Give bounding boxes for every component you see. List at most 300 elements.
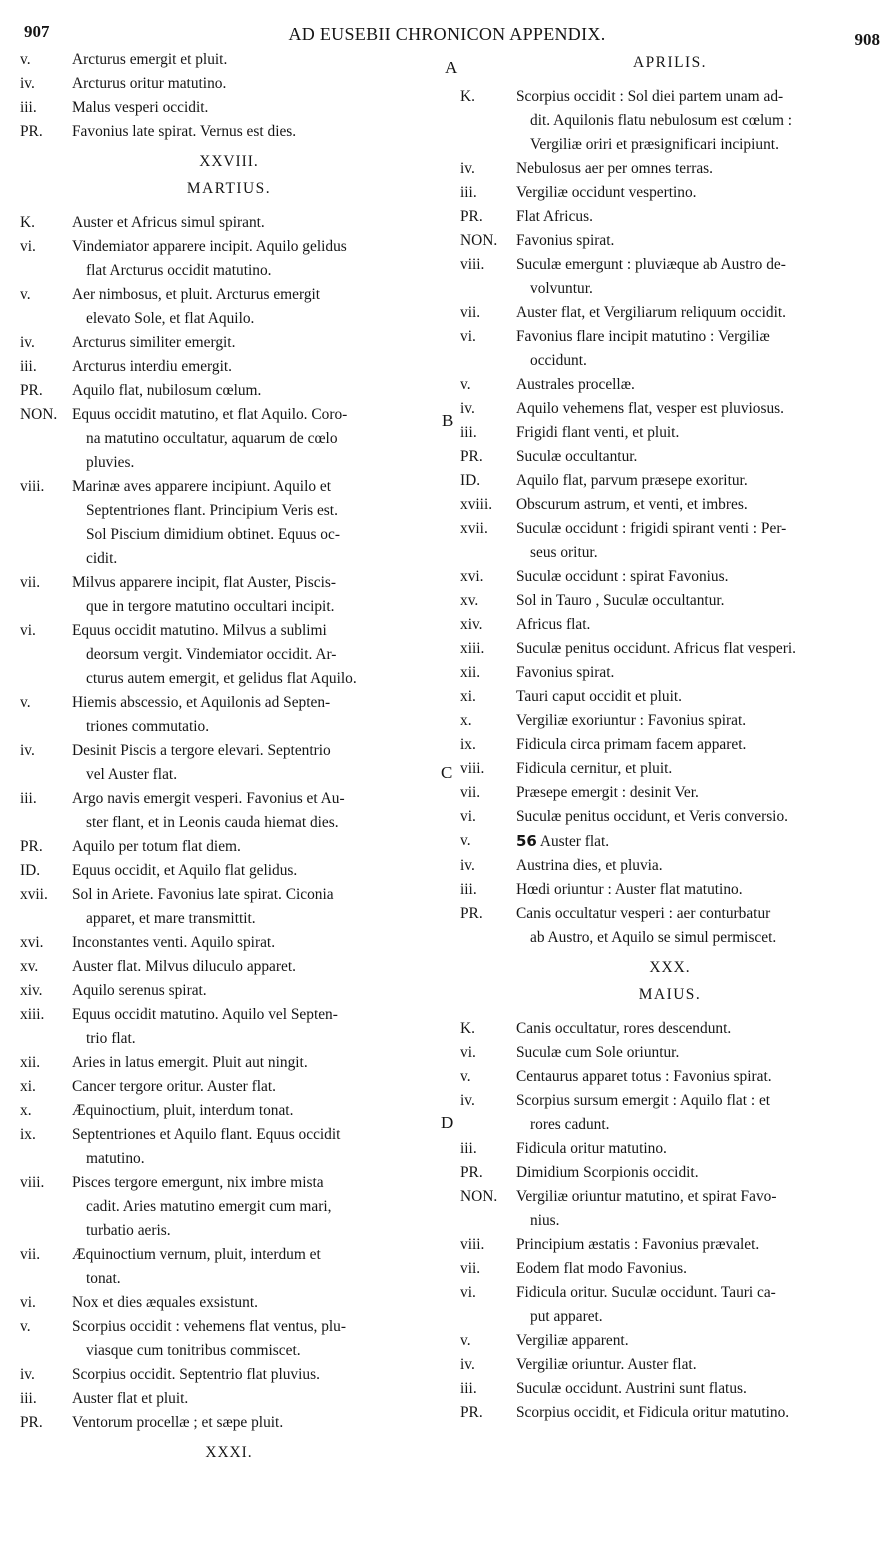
day-label: iii. bbox=[20, 790, 37, 807]
entry-text bbox=[72, 955, 438, 979]
entry-text bbox=[72, 691, 438, 739]
entry-continuation-line: seus oritur. bbox=[530, 544, 598, 561]
day-label: vii. bbox=[460, 784, 481, 801]
calendar-entry bbox=[20, 475, 438, 571]
entry-line: Suculæ occidunt : frigidi spirant venti : Per- bbox=[516, 520, 787, 537]
entry-line: Equus occidit matutino. Aquilo vel Septen- bbox=[72, 1006, 338, 1023]
entry-continuation-line: dit. Aquilonis flatu nebulosum est cœlum : bbox=[530, 112, 793, 129]
calendar-entry bbox=[20, 331, 438, 355]
entry-text bbox=[516, 685, 880, 709]
entry-line: Equus occidit, et Aquilo flat gelidus. bbox=[72, 862, 298, 879]
entry-text bbox=[516, 373, 880, 397]
day-label: PR. bbox=[20, 123, 43, 140]
entry-line: Æquinoctium, pluit, interdum tonat. bbox=[72, 1102, 294, 1119]
entry-line: Favonius spirat. bbox=[516, 232, 615, 249]
day-label: xv. bbox=[20, 958, 39, 975]
calendar-entry bbox=[460, 1017, 880, 1041]
day-label: PR. bbox=[460, 1404, 483, 1421]
entry-text bbox=[516, 469, 880, 493]
day-label: vi. bbox=[460, 1284, 476, 1301]
day-label: viii. bbox=[460, 760, 485, 777]
entry-text bbox=[72, 1171, 438, 1243]
entry-line: Vergiliæ exoriuntur : Favonius spirat. bbox=[516, 712, 747, 729]
day-label: NON. bbox=[460, 232, 498, 249]
day-label: x. bbox=[20, 1102, 32, 1119]
entry-line: Favonius spirat. bbox=[516, 664, 615, 681]
calendar-entry bbox=[460, 709, 880, 733]
entry-continuation-line: Vergiliæ oriri et præsignificari incipiunt. bbox=[530, 136, 779, 153]
entry-continuation-line: volvuntur. bbox=[530, 280, 593, 297]
day-label: xiv. bbox=[20, 982, 43, 999]
entry-line: Sol in Ariete. Favonius late spirat. Ciconia bbox=[72, 886, 334, 903]
day-label: vi. bbox=[20, 1294, 36, 1311]
calendar-entry bbox=[20, 931, 438, 955]
entry-line: Æquinoctium vernum, pluit, interdum et bbox=[72, 1246, 321, 1263]
month-heading: MARTIUS. bbox=[186, 180, 272, 197]
entry-continuation-line: na matutino occultatur, aquarum de cœlo bbox=[86, 430, 338, 447]
entry-line: Scorpius occidit : Sol diei partem unam ad- bbox=[516, 88, 784, 105]
entry-text bbox=[516, 181, 880, 205]
entry-continuation-line: cidit. bbox=[86, 550, 118, 567]
calendar-entry bbox=[20, 1315, 438, 1363]
entry-continuation-line: vel Auster flat. bbox=[86, 766, 178, 783]
entry-text bbox=[516, 1233, 880, 1257]
entry-text bbox=[516, 1065, 880, 1089]
entry-line: Aquilo vehemens flat, vesper est pluviosus. bbox=[516, 400, 785, 417]
day-label: PR. bbox=[460, 448, 483, 465]
calendar-entry bbox=[460, 373, 880, 397]
day-label: iv. bbox=[460, 857, 475, 874]
calendar-entry bbox=[460, 205, 880, 229]
day-label: vii. bbox=[460, 304, 481, 321]
calendar-entry bbox=[460, 565, 880, 589]
entry-line: Centaurus apparet totus : Favonius spirat. bbox=[516, 1068, 772, 1085]
entry-continuation-line: Septentriones flant. Principium Veris est. bbox=[86, 502, 338, 519]
entry-line: Nebulosus aer per omnes terras. bbox=[516, 160, 714, 177]
entry-continuation-line: cadit. Aries matutino emergit cum mari, bbox=[86, 1198, 332, 1215]
day-label: viii. bbox=[460, 256, 485, 273]
day-label: v. bbox=[20, 286, 31, 303]
entry-continuation-line: deorsum vergit. Vindemiator occidit. Ar- bbox=[86, 646, 337, 663]
calendar-entry bbox=[460, 397, 880, 421]
entry-text bbox=[516, 1257, 880, 1281]
entry-continuation-line: nius. bbox=[530, 1212, 560, 1229]
entry-line: Fidicula cernitur, et pluit. bbox=[516, 760, 673, 777]
entry-text bbox=[516, 421, 880, 445]
entry-line: Scorpius occidit. Septentrio flat pluvius. bbox=[72, 1366, 320, 1383]
calendar-entry bbox=[460, 229, 880, 253]
day-label: xi. bbox=[460, 688, 476, 705]
calendar-entry bbox=[460, 1161, 880, 1185]
day-label: iv. bbox=[20, 742, 35, 759]
day-label: vi. bbox=[460, 328, 476, 345]
calendar-entry bbox=[20, 235, 438, 283]
entry-line: Suculæ emergunt : pluviæque ab Austro de- bbox=[516, 256, 786, 273]
entry-line: Inconstantes venti. Aquilo spirat. bbox=[72, 934, 276, 951]
entry-text bbox=[72, 1075, 438, 1099]
calendar-entry bbox=[20, 787, 438, 835]
entry-line: Suculæ penitus occidunt, et Veris conversio. bbox=[516, 808, 789, 825]
entry-continuation-line: rores cadunt. bbox=[530, 1116, 610, 1133]
entry-line: Africus flat. bbox=[516, 616, 591, 633]
entry-line: Arcturus oritur matutino. bbox=[72, 75, 227, 92]
calendar-entry bbox=[460, 685, 880, 709]
day-label: xiii. bbox=[20, 1006, 45, 1023]
day-label: xvii. bbox=[20, 886, 48, 903]
calendar-entry bbox=[20, 1099, 438, 1123]
entry-line: Aries in latus emergit. Pluit aut ningit. bbox=[72, 1054, 308, 1071]
day-label: xiii. bbox=[460, 640, 485, 657]
day-label: xvii. bbox=[460, 520, 488, 537]
entry-continuation-line: elevato Sole, et flat Aquilo. bbox=[86, 310, 255, 327]
entry-line: Principium æstatis : Favonius prævalet. bbox=[516, 1236, 760, 1253]
entry-line: Canis occultatur vesperi : aer conturbatur bbox=[516, 905, 771, 922]
day-label: v. bbox=[460, 376, 471, 393]
calendar-entry bbox=[460, 902, 880, 950]
entry-text bbox=[516, 157, 880, 181]
entry-text bbox=[516, 325, 880, 373]
day-label: v. bbox=[20, 694, 31, 711]
entry-text bbox=[72, 1051, 438, 1075]
entry-line: Vergiliæ occidunt vespertino. bbox=[516, 184, 697, 201]
running-title: AD EUSEBII CHRONICON APPENDIX. bbox=[288, 24, 606, 44]
calendar-entry bbox=[20, 211, 438, 235]
calendar-entry bbox=[20, 403, 438, 475]
day-label: iii. bbox=[460, 1380, 477, 1397]
entry-line: Hiemis abscessio, et Aquilonis ad Septen- bbox=[72, 694, 331, 711]
entry-line: Suculæ occidunt. Austrini sunt flatus. bbox=[516, 1380, 747, 1397]
page-number-right: 908 bbox=[854, 30, 880, 49]
entry-line: Auster flat. Milvus diluculo apparet. bbox=[72, 958, 296, 975]
entry-line: Præsepe emergit : desinit Ver. bbox=[516, 784, 699, 801]
entry-text bbox=[516, 1401, 880, 1425]
calendar-entry bbox=[460, 733, 880, 757]
day-label: xii. bbox=[460, 664, 481, 681]
entry-line: Malus vesperi occidit. bbox=[72, 99, 209, 116]
entry-line: Auster flat. bbox=[539, 833, 610, 850]
calendar-entry bbox=[460, 613, 880, 637]
day-label: vii. bbox=[460, 1260, 481, 1277]
calendar-entry bbox=[20, 979, 438, 1003]
entry-continuation-line: matutino. bbox=[86, 1150, 145, 1167]
entry-line: Eodem flat modo Favonius. bbox=[516, 1260, 687, 1277]
entry-text bbox=[516, 517, 880, 565]
entry-line: Suculæ occultantur. bbox=[516, 448, 638, 465]
calendar-entry bbox=[20, 379, 438, 403]
calendar-entry bbox=[20, 1243, 438, 1291]
day-label: iv. bbox=[20, 1366, 35, 1383]
day-label: xvi. bbox=[20, 934, 44, 951]
entry-text bbox=[516, 85, 880, 157]
calendar-entry bbox=[460, 157, 880, 181]
entry-line: Favonius late spirat. Vernus est dies. bbox=[72, 123, 297, 140]
entry-text bbox=[72, 355, 438, 379]
day-label: vi. bbox=[20, 238, 36, 255]
entry-line: Fidicula oritur. Suculæ occidunt. Tauri ca- bbox=[516, 1284, 776, 1301]
calendar-entry bbox=[20, 1123, 438, 1171]
entry-text bbox=[72, 283, 438, 331]
entry-line: Tauri caput occidit et pluit. bbox=[516, 688, 683, 705]
calendar-entry bbox=[20, 1411, 438, 1435]
entry-line: Aquilo flat, parvum præsepe exoritur. bbox=[516, 472, 748, 489]
day-label: iii. bbox=[460, 184, 477, 201]
day-label: xiv. bbox=[460, 616, 483, 633]
day-label: iii. bbox=[20, 358, 37, 375]
entry-text bbox=[72, 72, 438, 96]
entry-text bbox=[516, 709, 880, 733]
calendar-entry bbox=[20, 1171, 438, 1243]
page-number-left: 907 bbox=[24, 22, 50, 41]
month-heading: APRILIS. bbox=[633, 54, 707, 71]
day-label: iii. bbox=[460, 424, 477, 441]
margin-marker-b: B bbox=[442, 411, 454, 430]
entry-line: Scorpius sursum emergit : Aquilo flat : et bbox=[516, 1092, 771, 1109]
calendar-entry bbox=[460, 493, 880, 517]
day-label: PR. bbox=[460, 1164, 483, 1181]
entry-text bbox=[516, 1089, 880, 1137]
calendar-entry bbox=[460, 1281, 880, 1329]
entry-line: Suculæ penitus occidunt. Africus flat vesperi. bbox=[516, 640, 796, 657]
entry-text bbox=[72, 883, 438, 931]
entry-line: Fidicula circa primam facem apparet. bbox=[516, 736, 747, 753]
entry-text bbox=[516, 1329, 880, 1353]
entry-line: Pisces tergore emergunt, nix imbre mista bbox=[72, 1174, 324, 1191]
entry-text bbox=[72, 1291, 438, 1315]
day-label: viii. bbox=[20, 478, 45, 495]
entry-text bbox=[516, 1185, 880, 1233]
day-label: xviii. bbox=[460, 496, 493, 513]
calendar-entry bbox=[460, 1233, 880, 1257]
calendar-entry bbox=[460, 325, 880, 373]
calendar-entry bbox=[20, 96, 438, 120]
entry-text bbox=[72, 235, 438, 283]
entry-line: Equus occidit matutino. Milvus a sublimi bbox=[72, 622, 327, 639]
entry-text bbox=[516, 1281, 880, 1329]
entry-text bbox=[516, 397, 880, 421]
calendar-entry bbox=[20, 1003, 438, 1051]
entry-text bbox=[516, 565, 880, 589]
entry-continuation-line: cturus autem emergit, et gelidus flat Aquilo. bbox=[86, 670, 357, 687]
day-label: v. bbox=[20, 1318, 31, 1335]
calendar-entry bbox=[20, 1051, 438, 1075]
day-label: PR. bbox=[460, 208, 483, 225]
calendar-entry bbox=[460, 181, 880, 205]
calendar-entry bbox=[460, 1089, 880, 1137]
calendar-entry bbox=[460, 661, 880, 685]
entry-continuation-line: trio flat. bbox=[86, 1030, 136, 1047]
entry-continuation-line: put apparet. bbox=[530, 1308, 603, 1325]
entry-text bbox=[72, 931, 438, 955]
calendar-entry bbox=[20, 571, 438, 619]
calendar-entry bbox=[20, 859, 438, 883]
day-label: NON. bbox=[20, 406, 58, 423]
entry-text bbox=[516, 1017, 880, 1041]
day-label: iv. bbox=[20, 75, 35, 92]
entry-continuation-line: occidunt. bbox=[530, 352, 587, 369]
entry-continuation-line: turbatio aeris. bbox=[86, 1222, 171, 1239]
entry-text bbox=[72, 1363, 438, 1387]
entry-line: Suculæ occidunt : spirat Favonius. bbox=[516, 568, 729, 585]
entry-text bbox=[516, 205, 880, 229]
entry-line: Marinæ aves apparere incipiunt. Aquilo et bbox=[72, 478, 332, 495]
section-number: XXX. bbox=[649, 959, 691, 976]
calendar-entry bbox=[460, 253, 880, 301]
entry-continuation-line: ab Austro, et Aquilo se simul permiscet. bbox=[530, 929, 777, 946]
day-label: v. bbox=[460, 832, 471, 849]
calendar-entry bbox=[20, 48, 438, 72]
entry-text bbox=[516, 757, 880, 781]
entry-line: Arcturus interdiu emergit. bbox=[72, 358, 232, 375]
day-label: xii. bbox=[20, 1054, 41, 1071]
calendar-entry bbox=[20, 691, 438, 739]
entry-text bbox=[516, 805, 880, 829]
entry-text bbox=[72, 1387, 438, 1411]
entry-continuation-line: flat Arcturus occidit matutino. bbox=[86, 262, 272, 279]
calendar-entry bbox=[460, 757, 880, 781]
entry-text bbox=[72, 739, 438, 787]
calendar-entry bbox=[460, 517, 880, 565]
marginal-number: 56 bbox=[516, 832, 537, 850]
calendar-entry bbox=[460, 854, 880, 878]
entry-text bbox=[72, 1411, 438, 1435]
right-column bbox=[460, 48, 880, 1425]
day-label: vi. bbox=[460, 1044, 476, 1061]
day-label: K. bbox=[460, 88, 475, 105]
calendar-entry bbox=[20, 72, 438, 96]
entry-line: Auster et Africus simul spirant. bbox=[72, 214, 265, 231]
month-heading: MAIUS. bbox=[638, 986, 702, 1003]
entry-text bbox=[516, 878, 880, 902]
entry-text bbox=[72, 331, 438, 355]
entry-line: Vergiliæ oriuntur. Auster flat. bbox=[516, 1356, 697, 1373]
entry-line: Fidicula oritur matutino. bbox=[516, 1140, 667, 1157]
entry-line: Aquilo per totum flat diem. bbox=[72, 838, 241, 855]
entry-line: Vergiliæ apparent. bbox=[516, 1332, 629, 1349]
day-label: vii. bbox=[20, 1246, 41, 1263]
entry-line: Scorpius occidit, et Fidicula oritur matutino. bbox=[516, 1404, 790, 1421]
entry-line: Vindemiator apparere incipit. Aquilo gelidus bbox=[72, 238, 347, 255]
entry-line: Hœdi oriuntur : Auster flat matutino. bbox=[516, 881, 743, 898]
entry-text bbox=[72, 859, 438, 883]
entry-line: Aer nimbosus, et pluit. Arcturus emergit bbox=[72, 286, 321, 303]
entry-text bbox=[72, 1315, 438, 1363]
day-label: v. bbox=[460, 1332, 471, 1349]
entry-continuation-line: pluvies. bbox=[86, 454, 135, 471]
entry-line: Sol in Tauro , Suculæ occultantur. bbox=[516, 592, 725, 609]
day-label: v. bbox=[20, 51, 31, 68]
entry-line: Suculæ cum Sole oriuntur. bbox=[516, 1044, 680, 1061]
entry-text bbox=[516, 1041, 880, 1065]
entry-text bbox=[516, 781, 880, 805]
entry-text bbox=[72, 48, 438, 72]
calendar-entry bbox=[460, 829, 880, 854]
day-label: v. bbox=[460, 1068, 471, 1085]
entry-line: Vergiliæ oriuntur matutino, et spirat Favo- bbox=[516, 1188, 777, 1205]
calendar-entry bbox=[460, 1137, 880, 1161]
entry-line: Nox et dies æquales exsistunt. bbox=[72, 1294, 258, 1311]
section-number: XXVIII. bbox=[199, 153, 259, 170]
entry-continuation-line: ster flant, et in Leonis cauda hiemat dies. bbox=[86, 814, 339, 831]
day-label: NON. bbox=[460, 1188, 498, 1205]
entry-continuation-line: viasque cum tonitribus commiscet. bbox=[86, 1342, 301, 1359]
entry-continuation-line: apparet, et mare transmittit. bbox=[86, 910, 256, 927]
calendar-entry bbox=[460, 878, 880, 902]
calendar-entry bbox=[460, 805, 880, 829]
entry-text bbox=[72, 96, 438, 120]
day-label: ID. bbox=[460, 472, 481, 489]
entry-text bbox=[72, 619, 438, 691]
entry-line: Arcturus emergit et pluit. bbox=[72, 51, 228, 68]
calendar-entry bbox=[20, 1387, 438, 1411]
entry-line: Scorpius occidit : vehemens flat ventus, plu- bbox=[72, 1318, 346, 1335]
calendar-entry bbox=[20, 1363, 438, 1387]
day-label: x. bbox=[460, 712, 472, 729]
entry-text bbox=[516, 1377, 880, 1401]
entry-text bbox=[516, 1353, 880, 1377]
entry-text bbox=[516, 902, 880, 950]
entry-text bbox=[516, 253, 880, 301]
entry-text bbox=[516, 589, 880, 613]
entry-line: Australes procellæ. bbox=[516, 376, 635, 393]
day-label: PR. bbox=[20, 382, 43, 399]
entry-text bbox=[516, 301, 880, 325]
calendar-entry bbox=[460, 301, 880, 325]
day-label: ix. bbox=[460, 736, 476, 753]
running-header bbox=[0, 0, 894, 50]
entry-text bbox=[72, 403, 438, 475]
calendar-entry bbox=[20, 883, 438, 931]
calendar-entry bbox=[20, 739, 438, 787]
day-label: iii. bbox=[460, 881, 477, 898]
entry-text bbox=[72, 1003, 438, 1051]
entry-text bbox=[516, 829, 880, 854]
entry-continuation-line: tonat. bbox=[86, 1270, 121, 1287]
entry-text bbox=[72, 379, 438, 403]
day-label: iv. bbox=[20, 334, 35, 351]
entry-line: Aquilo serenus spirat. bbox=[72, 982, 207, 999]
day-label: vii. bbox=[20, 574, 41, 591]
day-label: iii. bbox=[460, 1140, 477, 1157]
entry-text bbox=[516, 1137, 880, 1161]
calendar-entry bbox=[20, 955, 438, 979]
entry-text bbox=[72, 787, 438, 835]
calendar-entry bbox=[460, 637, 880, 661]
day-label: vi. bbox=[20, 622, 36, 639]
entry-text bbox=[72, 120, 438, 144]
entry-line: Favonius flare incipit matutino : Vergiliæ bbox=[516, 328, 770, 345]
day-label: xv. bbox=[460, 592, 479, 609]
entry-text bbox=[516, 493, 880, 517]
calendar-entry bbox=[460, 1329, 880, 1353]
calendar-entry bbox=[460, 1401, 880, 1425]
entry-text bbox=[516, 1161, 880, 1185]
day-label: iv. bbox=[460, 160, 475, 177]
entry-text bbox=[516, 661, 880, 685]
calendar-entry bbox=[460, 1257, 880, 1281]
entry-line: Cancer tergore oritur. Auster flat. bbox=[72, 1078, 276, 1095]
day-label: PR. bbox=[20, 838, 43, 855]
entry-continuation-line: que in tergore matutino occultari incipit. bbox=[86, 598, 335, 615]
entry-text bbox=[72, 475, 438, 571]
entry-text bbox=[516, 445, 880, 469]
entry-line: Auster flat, et Vergiliarum reliquum occidit. bbox=[516, 304, 786, 321]
day-label: viii. bbox=[460, 1236, 485, 1253]
day-label: vi. bbox=[460, 808, 476, 825]
entry-line: Argo navis emergit vesperi. Favonius et Au- bbox=[72, 790, 345, 807]
calendar-entry bbox=[460, 1185, 880, 1233]
entry-text bbox=[72, 1243, 438, 1291]
entry-text bbox=[516, 854, 880, 878]
